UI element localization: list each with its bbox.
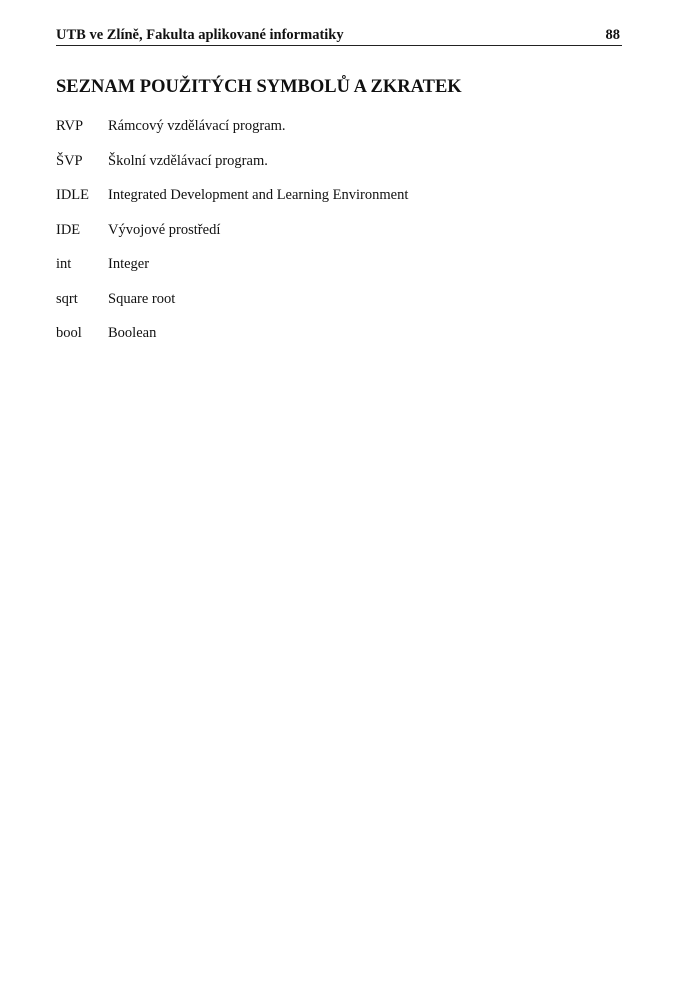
abbreviation-term: ŠVP bbox=[56, 152, 83, 169]
abbreviation-row bbox=[56, 118, 616, 153]
abbreviation-term: IDE bbox=[56, 221, 81, 238]
abbreviation-definition: Školní vzdělávací program. bbox=[108, 152, 268, 169]
section-heading: SEZNAM POUŽITÝCH SYMBOLŮ A ZKRATEK bbox=[56, 77, 462, 97]
page-header bbox=[56, 27, 622, 46]
abbreviation-definition: Vývojové prostředí bbox=[108, 221, 221, 238]
running-title: UTB ve Zlíně, Fakulta aplikované informatiky bbox=[56, 27, 344, 43]
abbreviation-definition: Integrated Development and Learning Environment bbox=[108, 187, 409, 203]
abbreviation-definition: Boolean bbox=[108, 325, 157, 341]
abbreviation-term: RVP bbox=[56, 118, 84, 134]
abbreviation-list bbox=[56, 118, 616, 360]
abbreviation-row bbox=[56, 291, 616, 326]
abbreviation-term: IDLE bbox=[56, 187, 90, 203]
abbreviation-definition: Rámcový vzdělávací program. bbox=[108, 118, 286, 134]
abbreviation-term: bool bbox=[56, 325, 82, 341]
abbreviation-definition: Square root bbox=[108, 290, 176, 307]
abbreviation-row bbox=[56, 187, 616, 222]
abbreviation-row bbox=[56, 222, 616, 257]
abbreviation-row bbox=[56, 325, 616, 360]
abbreviation-row bbox=[56, 256, 616, 291]
page-number: 88 bbox=[605, 27, 620, 43]
abbreviation-definition: Integer bbox=[108, 256, 150, 272]
abbreviation-term: sqrt bbox=[56, 290, 78, 307]
abbreviation-term: int bbox=[56, 256, 72, 272]
abbreviation-row bbox=[56, 153, 616, 188]
